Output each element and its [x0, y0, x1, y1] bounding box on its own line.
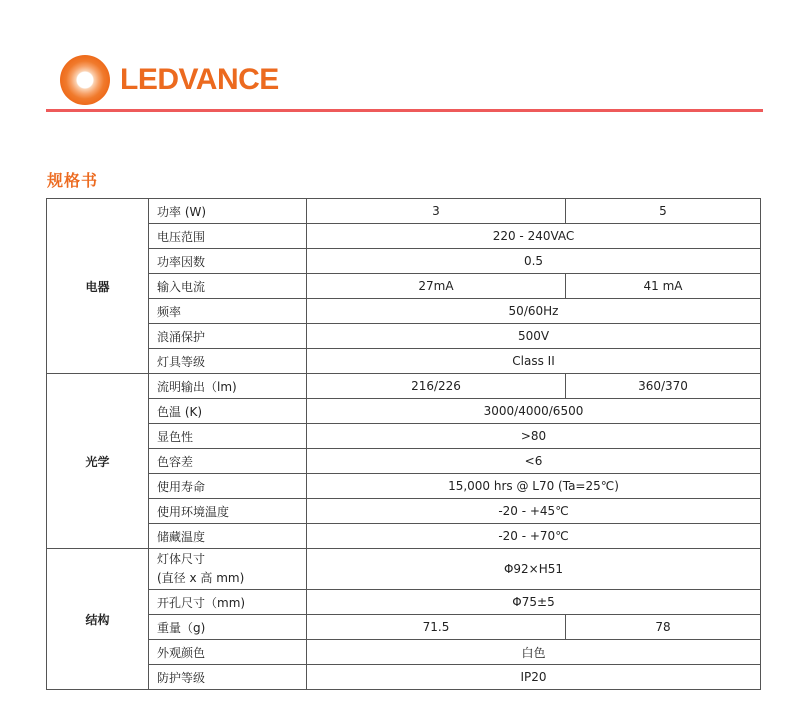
value-cell: 78: [566, 615, 761, 640]
value-cell: Class II: [307, 349, 761, 374]
table-row: [47, 274, 761, 299]
table-row: [47, 665, 761, 690]
param-label: 储藏温度: [149, 524, 307, 549]
table-row: [47, 474, 761, 499]
param-label: 使用寿命: [149, 474, 307, 499]
table-row: [47, 640, 761, 665]
param-label: 色容差: [149, 449, 307, 474]
table-row: [47, 615, 761, 640]
value-cell: 白色: [307, 640, 761, 665]
table-row: [47, 249, 761, 274]
table-row: [47, 299, 761, 324]
param-label: 重量（g): [149, 615, 307, 640]
value-cell: 71.5: [307, 615, 566, 640]
value-cell: <6: [307, 449, 761, 474]
value-cell: 3: [307, 199, 566, 224]
value-cell: 360/370: [566, 374, 761, 399]
param-label: 流明输出（lm): [149, 374, 307, 399]
value-cell: 220 - 240VAC: [307, 224, 761, 249]
table-row: [47, 449, 761, 474]
table-row: [47, 224, 761, 249]
spec-table: [46, 198, 761, 690]
ledvance-logo-icon: [60, 55, 110, 105]
value-cell: Φ75±5: [307, 590, 761, 615]
value-cell: 500V: [307, 324, 761, 349]
table-row: [47, 424, 761, 449]
param-label: 功率因数: [149, 249, 307, 274]
group-label: 光学: [47, 374, 149, 549]
param-label: 显色性: [149, 424, 307, 449]
value-cell: 0.5: [307, 249, 761, 274]
page-title: 规格书: [47, 171, 99, 190]
param-label: [149, 549, 307, 590]
table-row: [47, 524, 761, 549]
param-label: 灯具等级: [149, 349, 307, 374]
param-label: 浪涌保护: [149, 324, 307, 349]
param-label: 开孔尺寸（mm): [149, 590, 307, 615]
value-cell: 15,000 hrs @ L70 (Ta=25℃): [307, 474, 761, 499]
table-row: [47, 590, 761, 615]
header-rule: [46, 109, 763, 112]
param-label: 使用环境温度: [149, 499, 307, 524]
value-cell: 50/60Hz: [307, 299, 761, 324]
value-cell: 41 mA: [566, 274, 761, 299]
table-row: [47, 374, 761, 399]
table-row: [47, 399, 761, 424]
param-label: 功率 (W): [149, 199, 307, 224]
value-cell: 5: [566, 199, 761, 224]
group-label: 电器: [47, 199, 149, 374]
value-cell: 3000/4000/6500: [307, 399, 761, 424]
param-label-line2: (直径 x 高 mm): [157, 571, 245, 585]
param-label: 色温 (K): [149, 399, 307, 424]
table-row: [47, 199, 761, 224]
value-cell: -20 - +45℃: [307, 499, 761, 524]
param-label: 防护等级: [149, 665, 307, 690]
table-row: [47, 324, 761, 349]
value-cell: -20 - +70℃: [307, 524, 761, 549]
param-label: 输入电流: [149, 274, 307, 299]
value-cell: IP20: [307, 665, 761, 690]
param-label-line1: 灯体尺寸: [157, 552, 206, 566]
table-row: [47, 549, 761, 590]
param-label: 外观颜色: [149, 640, 307, 665]
value-cell: 216/226: [307, 374, 566, 399]
group-label: 结构: [47, 549, 149, 690]
brand-name: LEDVANCE: [120, 63, 279, 96]
value-cell: 27mA: [307, 274, 566, 299]
table-row: [47, 349, 761, 374]
value-cell: >80: [307, 424, 761, 449]
param-label: 频率: [149, 299, 307, 324]
table-row: [47, 499, 761, 524]
value-cell: Φ92×H51: [307, 549, 761, 590]
param-label: 电压范围: [149, 224, 307, 249]
header: [60, 52, 279, 108]
